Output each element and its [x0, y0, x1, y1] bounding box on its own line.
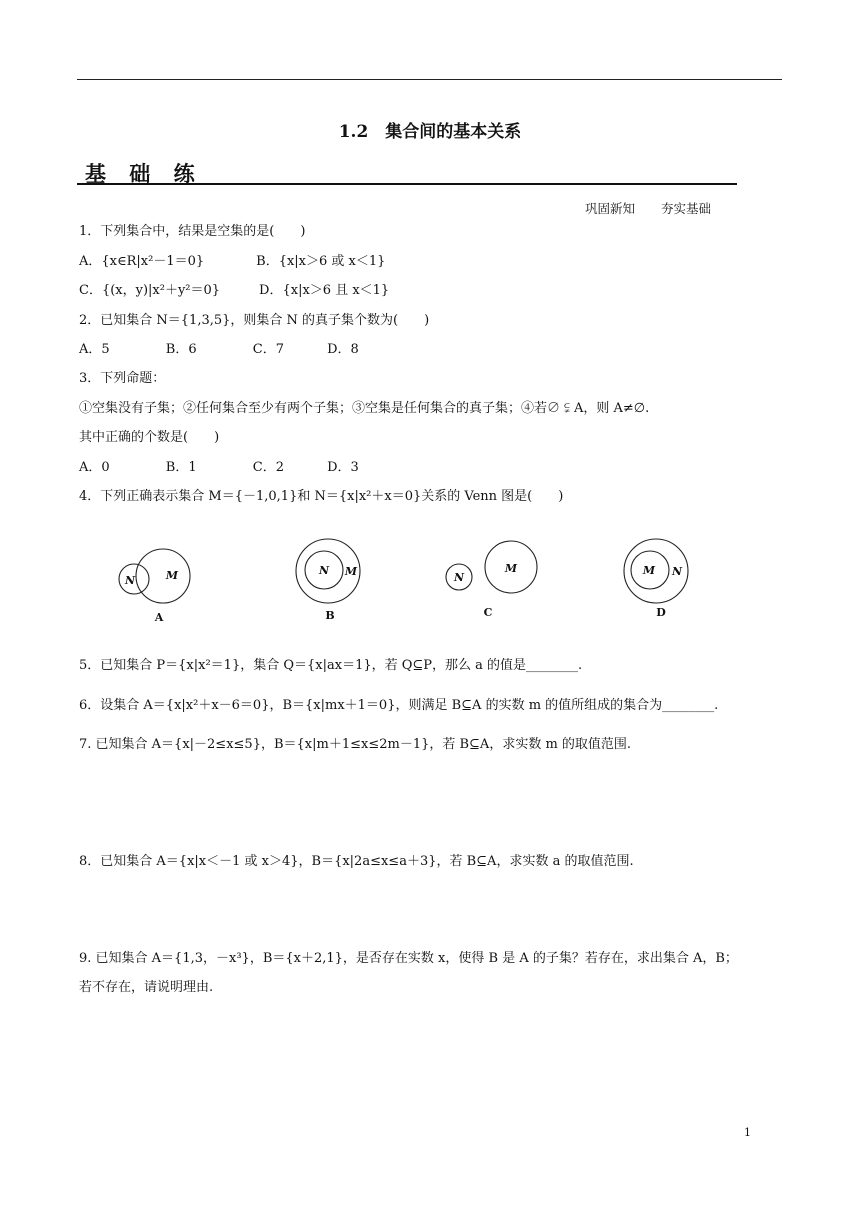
question-2-options: A．5 B．6 C．7 D．8 — [79, 342, 359, 357]
venn-a-label-m: M — [165, 569, 179, 582]
question-7: 7. 已知集合 A＝{x|－2≤x≤5}，B＝{x|m＋1≤x≤2m－1}，若 B⊆A，求实数 m 的取值范围. — [79, 737, 632, 752]
venn-a-circle-m — [136, 549, 190, 603]
venn-option-a: A — [154, 611, 164, 624]
venn-option-d: D — [656, 606, 666, 619]
question-3-options: A．0 B．1 C．2 D．3 — [79, 460, 359, 475]
venn-diagrams — [100, 530, 720, 630]
page-title: 1.2 集合间的基本关系 — [338, 122, 522, 142]
question-3: 3．下列命题： — [79, 371, 166, 386]
page-number: 1 — [744, 1126, 751, 1139]
question-2: 2．已知集合 N＝{1,3,5}，则集合 N 的真子集个数为( ) — [79, 313, 430, 328]
section-subtitle: 巩固新知 夯实基础 — [585, 201, 711, 216]
question-1: 1．下列集合中，结果是空集的是( ) — [79, 224, 306, 239]
venn-a-label-n: N — [124, 574, 136, 587]
venn-c-label-m: M — [504, 562, 518, 575]
question-1-options-ab: A．{x∈R|x²－1＝0} B．{x|x＞6 或 x＜1} — [79, 254, 386, 269]
question-6: 6．设集合 A＝{x|x²＋x－6＝0}，B＝{x|mx＋1＝0}，则满足 B⊆A 的实数 m 的值所组成的集合为________. — [79, 698, 719, 713]
venn-c-label-n: N — [453, 571, 465, 584]
question-8: 8．已知集合 A＝{x|x＜－1 或 x＞4}，B＝{x|2a≤x≤a＋3}，若 B⊆A，求实数 a 的取值范围. — [79, 854, 634, 869]
venn-d-label-n: N — [671, 565, 683, 578]
venn-b-label-n: N — [318, 564, 330, 577]
question-3-statements: ①空集没有子集；②任何集合至少有两个子集；③空集是任何集合的真子集；④若∅ ⫋ A，则 A≠∅. — [79, 401, 650, 416]
venn-d-label-m: M — [642, 564, 656, 577]
question-1-options-cd: C．{(x，y)|x²＋y²＝0} D．{x|x＞6 且 x＜1} — [79, 283, 390, 298]
question-5: 5．已知集合 P＝{x|x²＝1}，集合 Q＝{x|ax＝1}，若 Q⊆P，那么 a 的值是________. — [79, 658, 583, 673]
venn-b-label-m: M — [344, 565, 358, 578]
question-4: 4．下列正确表示集合 M＝{－1,0,1}和 N＝{x|x²＋x＝0}关系的 Venn 图是( ) — [79, 489, 564, 504]
section-heading: 基 础 练 — [85, 162, 203, 186]
venn-option-c: C — [483, 606, 493, 619]
question-3-prompt: 其中正确的个数是( ) — [79, 430, 220, 445]
header-rule — [77, 79, 782, 80]
section-rule — [77, 183, 737, 185]
question-9: 9. 已知集合 A＝{1,3，－x³}，B＝{x＋2,1}，是否存在实数 x，使得 B 是 A 的子集？若存在，求出集合 A，B； — [79, 951, 738, 966]
question-9-continued: 若不存在，请说明理由. — [79, 980, 214, 995]
venn-option-b: B — [325, 609, 335, 622]
